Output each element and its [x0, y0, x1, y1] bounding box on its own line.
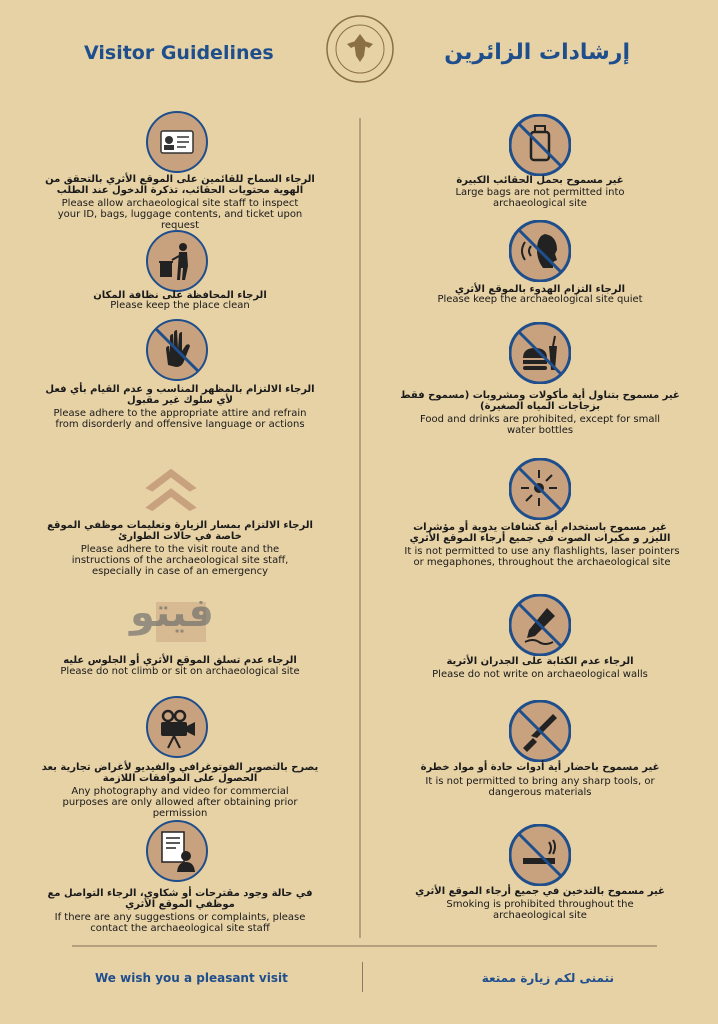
rule-smoking-ar: غير مسموح بالتدخين في جميع أرجاء الموقع الأثري [415, 886, 665, 897]
video-camera-icon [146, 696, 208, 758]
no-luggage-icon [509, 114, 571, 176]
rule-writing-en: Please do not write on archaeological walls [432, 669, 648, 680]
center-divider [359, 118, 361, 938]
complaint-form-icon [146, 820, 208, 882]
rule-clean-en: Please keep the place clean [110, 300, 250, 311]
rule-complaint-ar: في حالة وجود مقترحات أو شكاوي، الرجاء التواصل مع موظفي الموقع الأثري [47, 888, 313, 910]
rule-complaint-en: If there are any suggestions or complaints, please contact the archaeological site staff [54, 912, 306, 934]
rule-sharp-ar: غير مسموح باحضار أية أدوات حادة أو مواد خطرة [420, 762, 660, 773]
rule-smoking-en: Smoking is prohibited throughout the archaeological site [446, 899, 634, 921]
rule-attire-ar: الرجاء الالتزام بالمظهر المناسب و عدم القيام بأي فعل لأي سلوك غير مقبول [45, 384, 315, 406]
chevrons-up-icon [140, 458, 210, 520]
footer-separator [362, 962, 363, 992]
rule-food-en: Food and drinks are prohibited, except for small water bottles [420, 414, 661, 436]
rule-flashlight-ar: غير مسموح باستخدام أية كشافات يدوية أو مؤشرات الليزر و مكبرات الصوت في جميع أرجاء الموقع الأثري [409, 522, 671, 544]
rule-route-ar: الرجاء الالتزام بمسار الزيارة وتعليمات موظفي الموقع خاصة في حالات الطوارئ [47, 520, 313, 542]
title-english: Visitor Guidelines [84, 42, 274, 64]
rule-food-ar: غير مسموح بتناول أية مأكولات ومشروبات (مسموح فقط بزجاجات المياه الصغيرة) [400, 390, 680, 412]
rule-photo-ar: يصرح بالتصوير الفوتوغرافي والفيديو لأغراض تجارية بعد الحصول على الموافقات اللازمة [41, 762, 319, 784]
watermark-text: فيتو [130, 590, 214, 636]
footer-english: We wish you a pleasant visit [95, 971, 288, 985]
no-smoking-icon [509, 824, 571, 886]
rule-attire-en: Please adhere to the appropriate attire and refrain from disorderly and offensive language or actions [53, 408, 307, 430]
id-card-icon [146, 111, 208, 173]
stop-hand-icon [146, 319, 208, 381]
rule-id-ar: الرجاء السماح للقائمين على الموقع الأثري بالتحقق من الهوية محتويات الحقائب، تذكرة الدخول عند الطلب [45, 174, 315, 196]
no-food-icon [509, 322, 571, 384]
rule-clean-ar: الرجاء المحافظة على نظافة المكان [93, 290, 267, 301]
rule-bags-ar: غير مسموح بحمل الحقائب الكبيرة [456, 175, 624, 186]
quiet-icon [509, 220, 571, 282]
no-knife-icon [509, 700, 571, 762]
footer-divider [72, 945, 657, 947]
trash-bin-icon [146, 230, 208, 292]
rule-photo-en: Any photography and video for commercial purposes are only allowed after obtaining prior permission [62, 786, 298, 819]
no-flashlight-icon [509, 458, 571, 520]
rule-id-en: Please allow archaeological site staff to inspect your ID, bags, luggage contents, and ticket upon request [57, 198, 303, 231]
rule-bags-en: Large bags are not permitted into archaeological site [455, 187, 625, 209]
title-arabic: إرشادات الزائرين [444, 40, 630, 65]
rule-flashlight-en: It is not permitted to use any flashlights, laser pointers or megaphones, throughout the archaeological site [404, 546, 680, 568]
rule-quiet-en: Please keep the archaeological site quiet [437, 294, 643, 305]
rule-sharp-en: It is not permitted to bring any sharp tools, or dangerous materials [425, 776, 655, 798]
rule-climb-ar: الرجاء عدم تسلق الموقع الأثري أو الجلوس عليه [63, 655, 297, 666]
ministry-logo [325, 12, 395, 86]
rule-quiet-ar: الرجاء التزام الهدوء بالموقع الأثري [454, 284, 626, 295]
rule-climb-en: Please do not climb or sit on archaeological site [60, 666, 300, 677]
no-writing-icon [509, 594, 571, 656]
footer-arabic: نتمنى لكم زيارة ممتعة [481, 971, 614, 985]
rule-route-en: Please adhere to the visit route and the instructions of the archaeological site staff, especially in case of an emergency [71, 544, 289, 577]
rule-writing-ar: الرجاء عدم الكتابة على الجدران الأثرية [446, 656, 634, 667]
